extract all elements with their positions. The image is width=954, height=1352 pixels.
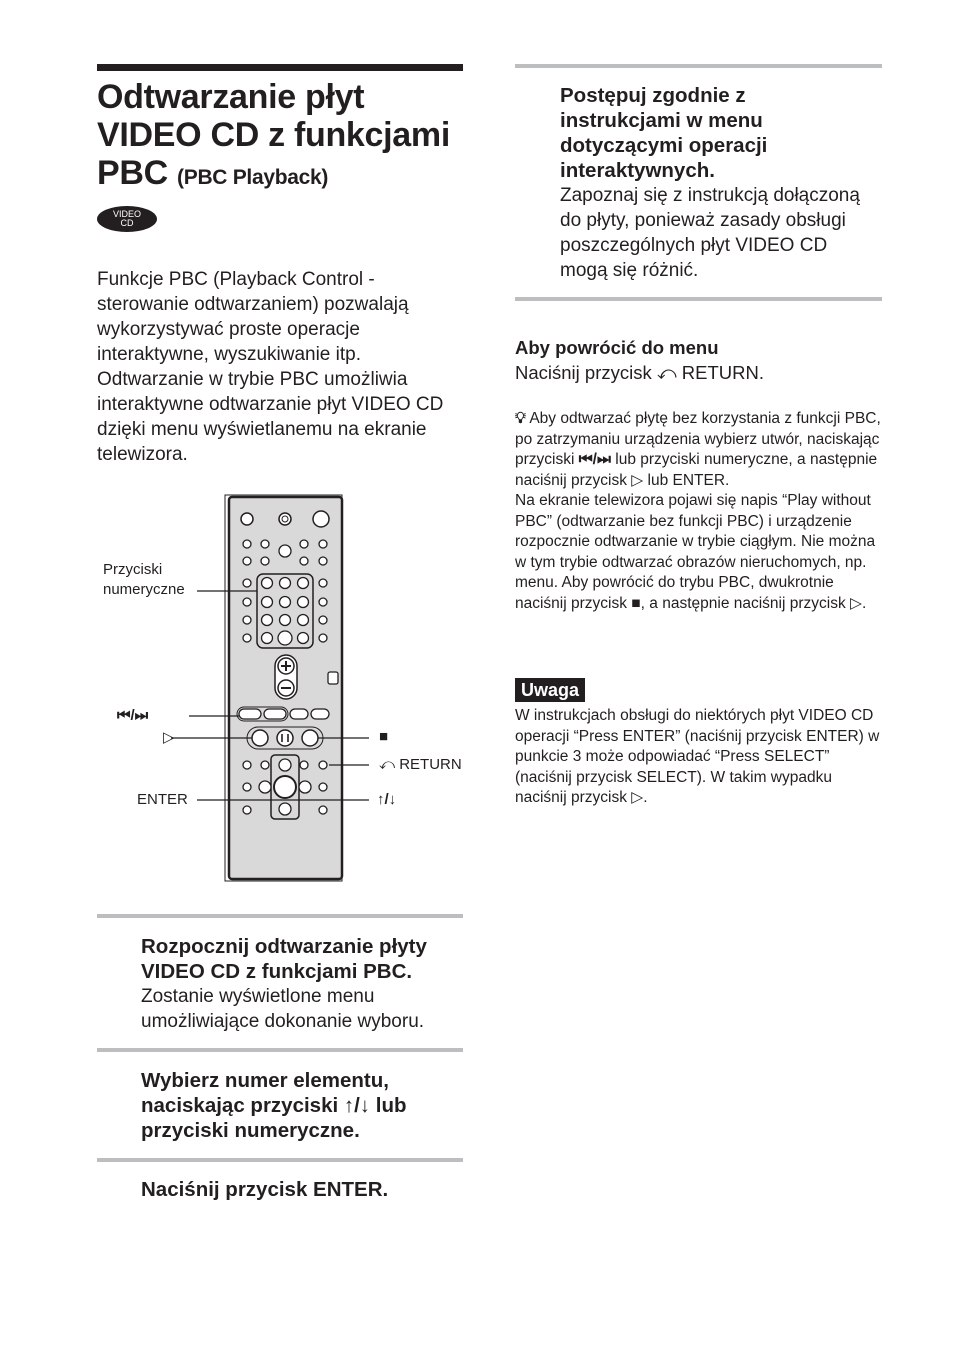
tip-section (515, 409, 885, 614)
play-icon: ▷ (631, 789, 644, 806)
step-2 (141, 1068, 461, 1143)
tip-text-1b: lub przyciski numeryczne, a następnie naciśnij przycisk (515, 451, 878, 489)
step-1 (141, 934, 471, 1034)
return-icon: ⤺ (379, 756, 396, 773)
tip-text-2a: Na ekranie telewizora pojawi się napis “Play without PBC” (odtwarzanie bez funkcji PBC) i urządzenie rozpocznie odtwarzanie w trybie ciągłym. Nie można w tym trybie odtwarzać obrazów nieruchomych, np. menu. Aby powrócić do trybu PBC, dwukrotnie naciśnij przycisk (515, 492, 876, 612)
intro-paragraph: Funkcje PBC (Playback Control - sterowanie odtwarzaniem) pozwalają wykorzystywać proste operacje interaktywne, wyszukiwanie itp. Odtwarzanie w trybie PBC umożliwia interaktywne odtwarzanie płyt VIDEO CD dzięki menu wyświetlanemu na ekranie telewizora. (97, 269, 444, 465)
step-1-text: Zostanie wyświetlone menu umożliwiające dokonanie wyboru. (141, 986, 425, 1032)
prev-next-label: ⏮/⏭ (117, 707, 149, 724)
enter-label: ENTER (137, 791, 188, 808)
return-label-text: RETURN (399, 756, 462, 773)
return-icon: ⤺ (656, 362, 677, 383)
step-3-rule (97, 1158, 463, 1162)
step-3 (141, 1177, 461, 1202)
tip-keys: ⏮/⏭ (578, 451, 611, 468)
tip-text-2c: . (861, 594, 867, 612)
return-label (379, 755, 462, 775)
step-1-rule (97, 914, 463, 918)
numeric-buttons-label: Przyciski numeryczne (103, 561, 185, 598)
step-2-rule (97, 1048, 463, 1052)
return-menu-heading: Aby powrócić do menu (515, 337, 719, 358)
step-4-text: Zapoznaj się z instrukcją dołączoną do płyty, ponieważ zasady obsługi poszczególnych płyt VIDEO CD mogą się różnić. (560, 185, 860, 281)
play-icon: ▷ (631, 471, 644, 489)
tip-text-1c: lub ENTER. (647, 471, 730, 489)
return-menu-text (515, 360, 885, 385)
stop-icon: ■ (631, 594, 641, 612)
tip-paragraph-1 (515, 409, 885, 491)
badge-line-1: VIDEO (112, 209, 141, 219)
up-down-label: ↑/↓ (377, 791, 397, 808)
title-rule (97, 64, 463, 71)
step-1-title: Rozpocznij odtwarzanie płyty VIDEO CD z funkcjami PBC. (141, 935, 427, 983)
step-4-rule-top (515, 64, 882, 68)
step-2-title: Wybierz numer elementu, naciskając przyciski ↑/↓ lub przyciski numeryczne. (141, 1069, 407, 1142)
step-4 (560, 83, 870, 283)
page-title (97, 78, 477, 197)
title-line-2: VIDEO CD z funkcjami (97, 116, 450, 154)
lightbulb-icon: 💡︎ (515, 410, 526, 427)
remote-figure (97, 492, 477, 884)
play-icon: ▷ (850, 594, 862, 612)
video-cd-badge (97, 206, 157, 232)
return-menu-text-after: RETURN. (681, 362, 765, 383)
title-suffix: (PBC Playback) (177, 166, 329, 189)
return-menu-section (515, 335, 885, 385)
badge-line-2: CD (120, 218, 134, 228)
remote-control-illustration (97, 492, 477, 884)
title-line-1: Odtwarzanie płyt (97, 78, 365, 116)
note-text (515, 706, 885, 809)
return-menu-text-before: Naciśnij przycisk (515, 362, 652, 383)
note-label: Uwaga (515, 678, 585, 702)
tip-text-2b: , a następnie naciśnij przycisk (640, 594, 846, 612)
title-line-3: PBC (97, 154, 168, 192)
step-4-title: Postępuj zgodnie z instrukcjami w menu dotyczącymi operacji interaktywnych. (560, 84, 768, 182)
note-text-a: W instrukcjach obsługi do niektórych płyt VIDEO CD operacji “Press ENTER” (naciśnij przycisk ENTER) w punkcie 3 może odpowiadać “Press SELECT” (naciśnij przycisk SELECT). W takim wypadku naciśnij przycisk (515, 707, 880, 806)
note-text-b: . (643, 789, 648, 806)
step-3-title: Naciśnij przycisk ENTER. (141, 1178, 389, 1201)
tip-text-1a: Aby odtwarzać płytę bez korzystania z funkcji PBC, po zatrzymaniu urządzenia wybierz utwór, naciskając przyciski (515, 410, 881, 468)
play-label: ▷ (163, 729, 175, 746)
step-4-rule-bottom (515, 297, 882, 301)
tip-paragraph-2 (515, 491, 885, 614)
stop-label: ■ (379, 728, 389, 745)
